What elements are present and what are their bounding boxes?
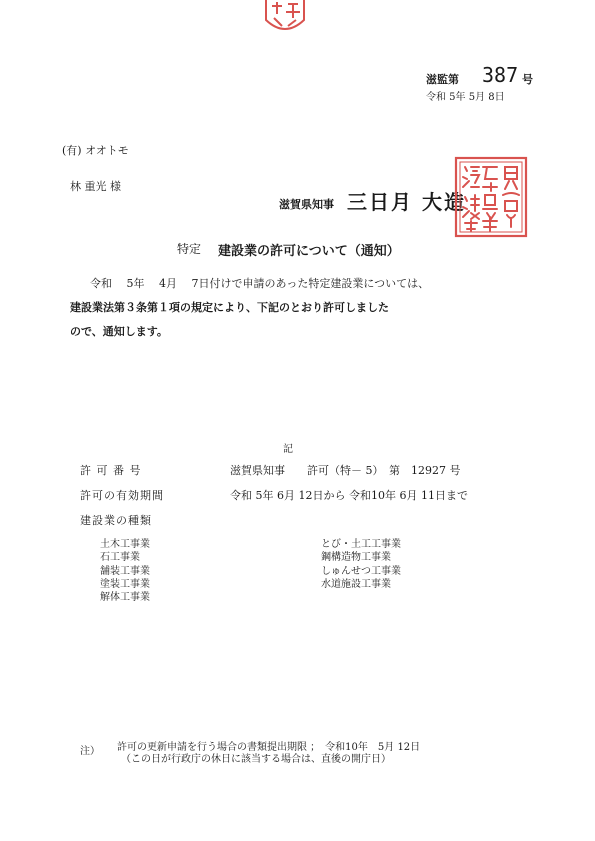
document-number: 387 <box>482 63 519 87</box>
body-line-2: 建設業法第３条第１項の規定により、下記のとおり許可しました <box>70 301 389 314</box>
business-type-item: 土木工事業 <box>100 539 150 550</box>
subject-title: 建設業の許可について（通知） <box>218 244 400 259</box>
business-type-item: 水道施設工事業 <box>321 578 391 590</box>
business-type-item: 塗装工事業 <box>100 578 150 590</box>
note-renewal-deadline: 許可の更新申請を行う場合の書類提出期限 ； 令和10年 5月 12日 <box>117 742 421 753</box>
document-number-label: 滋監第 <box>426 73 459 86</box>
issue-date: 令和 5年 5月 8日 <box>426 92 505 103</box>
recipient-name: 林 重光 様 <box>70 180 121 193</box>
top-red-stamp-icon <box>262 0 308 34</box>
recipient-company: (有) オオトモ <box>62 144 129 157</box>
business-type-item: 鋼構造物工事業 <box>321 552 391 564</box>
validity-label: 許可の有効期間 <box>80 489 164 502</box>
body-line-3: ので、通知します。 <box>70 325 168 338</box>
issuer-name: 三日月 大造 <box>347 190 466 214</box>
business-types-label: 建設業の種類 <box>80 514 152 527</box>
issuer-title: 滋賀県知事 <box>279 198 334 211</box>
permit-number-label: 許 可 番 号 <box>80 464 142 477</box>
ki-heading: 記 <box>283 444 293 455</box>
note-label: 注） <box>80 746 100 757</box>
body-line-1: 令和 5年 4月 7日付けで申請のあった特定建設業については、 <box>90 277 430 290</box>
business-type-item: とび・土工工事業 <box>321 539 401 550</box>
body-text <box>70 272 540 344</box>
document-number-suffix: 号 <box>522 73 533 86</box>
validity-value: 令和 5年 6月 12日から 令和10年 6月 11日まで <box>230 489 468 502</box>
business-type-item: 解体工事業 <box>100 592 150 604</box>
business-type-item: 舗装工事業 <box>100 565 150 577</box>
business-types-column-1 <box>100 538 150 604</box>
business-types-column-2 <box>321 538 401 591</box>
subject-prefix: 特定 <box>177 242 202 256</box>
note-holiday-clause: （この日が行政庁の休日に該当する場合は、直後の開庁日） <box>121 754 391 765</box>
permit-number-value: 滋賀県知事 許可（特－ 5） 第 12927 号 <box>230 464 461 477</box>
governor-official-seal-icon <box>453 155 529 239</box>
business-type-item: しゅんせつ工事業 <box>321 565 401 577</box>
business-type-item: 石工事業 <box>100 552 140 564</box>
